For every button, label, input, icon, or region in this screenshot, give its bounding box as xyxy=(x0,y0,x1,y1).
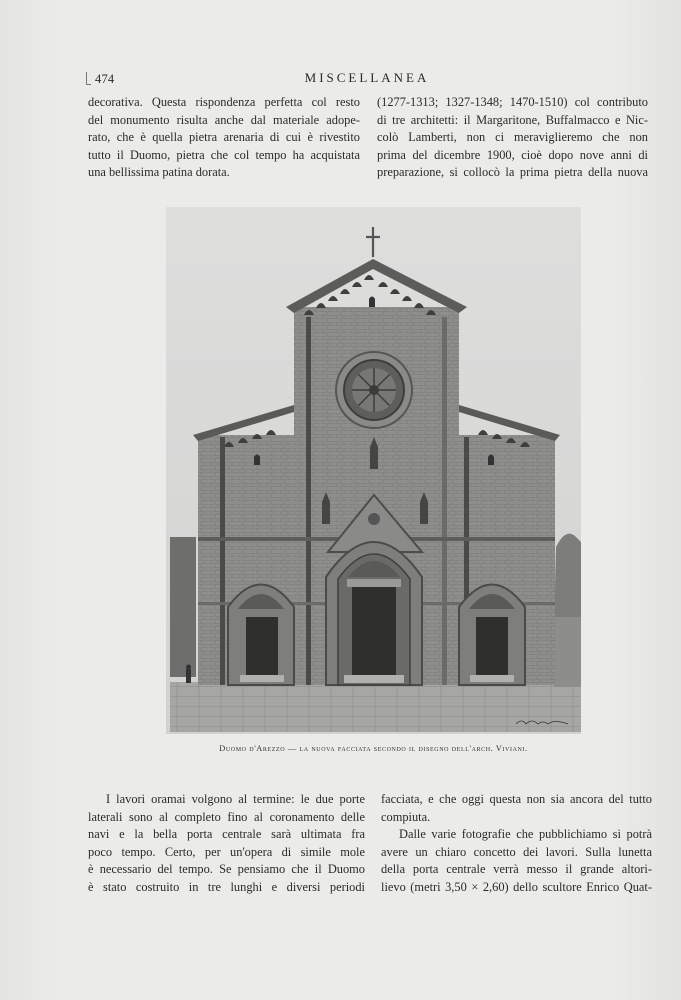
text-line: avere un chiaro concetto dei lavori. Sulla lunetta xyxy=(381,844,652,859)
text-line: una bellissima patina dorata. xyxy=(88,165,230,180)
page-number-text: 474 xyxy=(95,72,115,86)
text-line: lievo (metri 3,50 × 2,60) dello scultore Enrico Quat- xyxy=(381,879,652,894)
text-line: è necessario del tempo. Se pensiamo che il Duomo xyxy=(88,862,365,877)
cathedral-illustration xyxy=(166,207,581,734)
text-column-bottom-left xyxy=(88,791,365,897)
text-line: compiuta. xyxy=(381,809,431,824)
text-line: tutto il Duomo, pietra che col tempo ha acquistata xyxy=(88,147,360,162)
text-line: rato, che è quella pietra arenaria di cui è rivestito xyxy=(88,130,360,145)
text-line: Dalle varie fotografie che pubblichiamo si potrà xyxy=(399,827,652,842)
text-line: navi e la bella porta centrale sarà ultimata fra xyxy=(88,827,365,842)
cathedral-facade-drawing-icon xyxy=(166,207,581,734)
text-line: laterali sono al completo fino al coronamento delle xyxy=(88,809,365,824)
text-column-top-left xyxy=(88,94,360,182)
running-title: MISCELLANEA xyxy=(304,70,430,85)
figure-caption: Duomo d'Arezzo — la nuova facciata secondo il disegno dell'arch. Viviani. xyxy=(219,744,528,753)
text-line: facciata, e che oggi questa non sia ancora del tutto xyxy=(381,792,652,806)
text-line: (1277-1313; 1327-1348; 1470-1510) col contributo xyxy=(377,95,648,109)
text-line: è stato costruito in tre lunghi e diversi periodi xyxy=(88,879,365,894)
text-line: decorativa. Questa rispondenza perfetta col resto xyxy=(88,95,360,109)
text-line: I lavori oramai volgono al termine: le due porte xyxy=(106,792,365,806)
text-line: colò Lamberti, non ci meraviglieremo che non xyxy=(377,130,648,145)
text-line: di tre architetti: il Margaritone, Buffalmacco e Nic- xyxy=(377,112,648,127)
text-line: prima del dicembre 1900, cioè dopo nove anni di xyxy=(377,147,648,162)
text-line: poco tempo. Certo, per un'opera di simile mole xyxy=(88,844,365,859)
page-header xyxy=(86,70,648,88)
text-column-bottom-right xyxy=(381,791,652,897)
text-line: del monumento risulta anche dal materiale adope- xyxy=(88,112,360,127)
text-line: della porta centrale verrà messo il grande altori- xyxy=(381,862,652,877)
text-column-top-right xyxy=(377,94,648,182)
text-line: preparazione, si collocò la prima pietra della nuova xyxy=(377,165,648,180)
